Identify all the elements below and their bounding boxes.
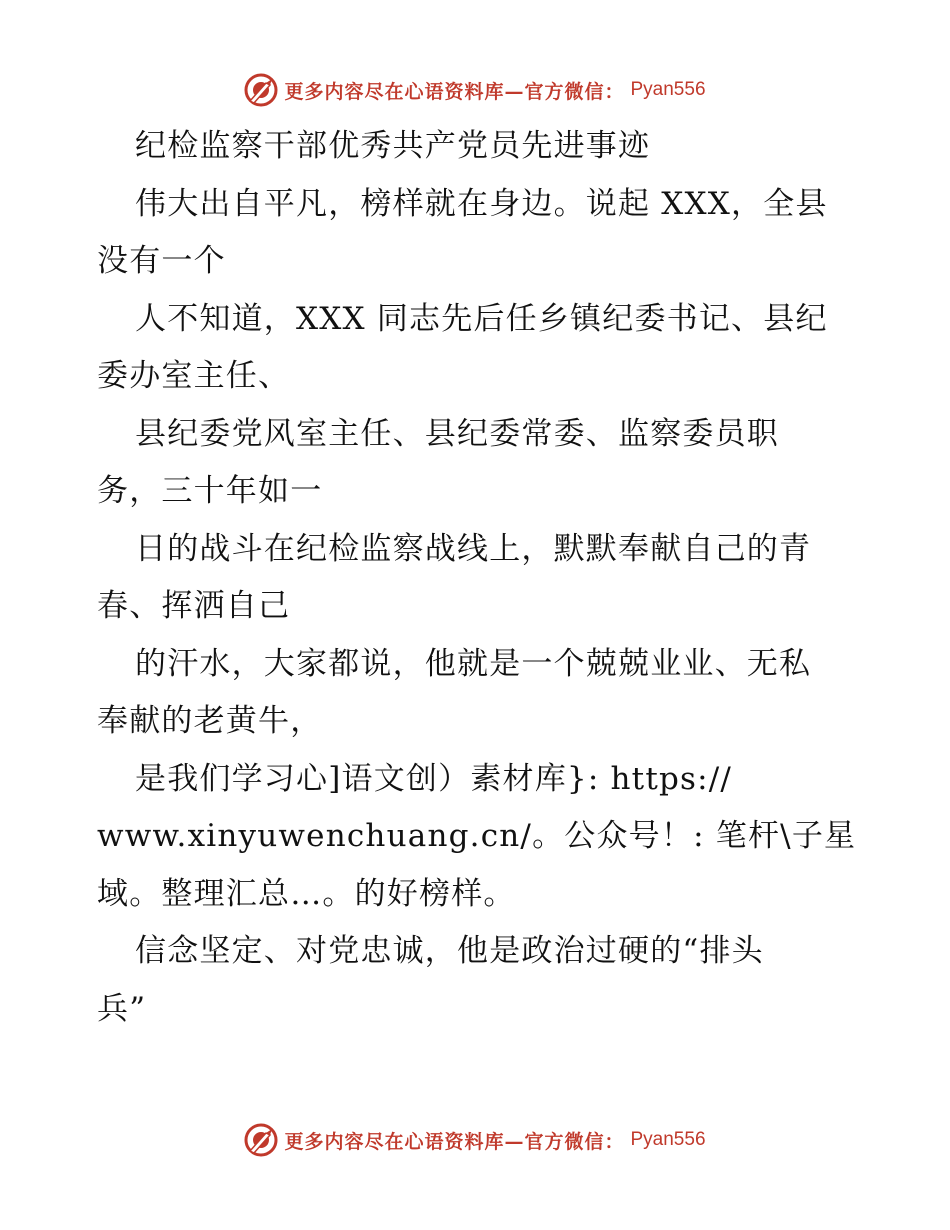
paragraph-line: 春、挥洒自己 <box>97 588 291 624</box>
banner-text: 更多内容尽在心语资料库—官方微信： <box>284 1130 625 1153</box>
document-title: 纪检监察干部优秀共产党员先进事迹 <box>135 128 651 164</box>
banner-wechat-id: Pyan556 <box>630 79 706 100</box>
brand-logo-icon <box>244 73 278 107</box>
paragraph-line: 委办室主任、 <box>97 358 291 394</box>
paragraph-line: www.xinyuwenchuang.cn/。公众号！: 笔杆\子星 <box>97 818 857 854</box>
paragraph-line: 奉献的老黄牛， <box>97 703 323 739</box>
paragraph-line: 是我们学习心]语文创）素材库}: https:// <box>135 760 733 797</box>
footer-banner <box>0 1118 950 1162</box>
header-banner <box>0 68 950 112</box>
paragraph-line: 域。整理汇总…。的好榜样。 <box>97 875 516 912</box>
brand-logo-icon <box>244 1123 278 1157</box>
paragraph-line: 伟大出自平凡，榜样就在身边。说起 XXX，全县 <box>135 185 828 222</box>
document-body <box>97 118 857 1038</box>
banner-wechat-id: Pyan556 <box>630 1129 706 1150</box>
paragraph-line: 日的战斗在纪检监察战线上，默默奉献自己的青 <box>135 530 812 567</box>
paragraph-line: 县纪委党风室主任、县纪委常委、监察委员职 <box>135 415 779 452</box>
paragraph-line: 没有一个 <box>97 243 226 279</box>
paragraph-line: 务，三十年如一 <box>97 473 323 509</box>
paragraph-line: 兵” <box>97 990 147 1027</box>
banner-text: 更多内容尽在心语资料库—官方微信： <box>284 80 625 103</box>
paragraph-line: 人不知道，XXX 同志先后任乡镇纪委书记、县纪 <box>135 300 828 337</box>
paragraph-line: 信念坚定、对党忠诚，他是政治过硬的“排头 <box>135 933 764 969</box>
paragraph-line: 的汗水，大家都说，他就是一个兢兢业业、无私 <box>135 645 812 682</box>
